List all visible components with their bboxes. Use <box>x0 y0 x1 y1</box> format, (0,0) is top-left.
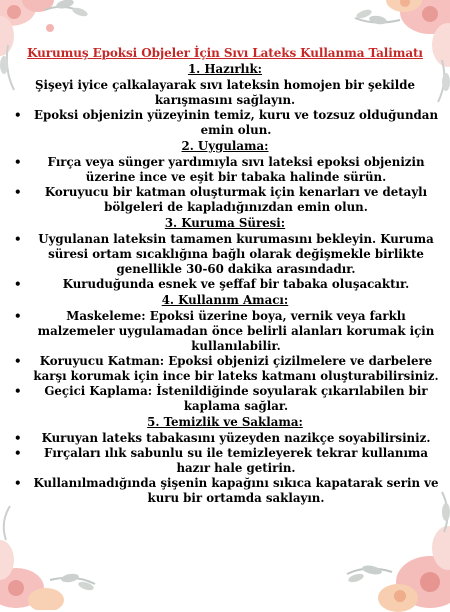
section-drying-time <box>8 216 442 292</box>
section-usage-purpose <box>8 293 442 414</box>
list-item-text: Geçici Kaplama: İstenildiğinde soyularak çıkarılabilen bir kaplama sağlar. <box>44 384 428 413</box>
floral-corner-icon <box>0 500 120 610</box>
list-item <box>8 354 442 384</box>
section-cleaning-storage <box>8 415 442 506</box>
document <box>8 46 442 506</box>
list-item-text: Epoksi objenizin yüzeyinin temiz, kuru ve tozsuz olduğundan emin olun. <box>33 108 439 137</box>
bullet-icon: • <box>14 384 22 398</box>
section-heading: 4. Kullanım Amacı: <box>161 293 289 307</box>
list-item <box>8 155 442 185</box>
section-application <box>8 139 442 215</box>
list-item <box>8 476 442 506</box>
bullet-icon: • <box>14 446 22 460</box>
document-title: Kurumuş Epoksi Objeler İçin Sıvı Lateks Kullanma Talimatı <box>27 46 423 60</box>
list-item-text: Uygulanan lateksin tamamen kurumasını bekleyin. Kuruma süresi ortam sıcaklığına bağlı olarak değişmekle birlikte genellikle 30-60 dakika arasındadır. <box>38 232 434 276</box>
list-item-text: Kullanılmadığında şişenin kapağını sıkıca kapatarak serin ve kuru bir ortamda saklayın. <box>33 476 439 505</box>
section-intro: Şişeyi iyice çalkalayarak sıvı lateksin homojen bir şekilde karışmasını sağlayın. <box>34 78 416 107</box>
list-item <box>8 309 442 354</box>
bullet-icon: • <box>14 431 22 445</box>
list-item-text: Kuruduğunda esnek ve şeffaf bir tabaka oluşacaktır. <box>62 277 410 291</box>
section-heading: 5. Temizlik ve Saklama: <box>147 415 303 429</box>
list-item-text: Fırça veya sünger yardımıyla sıvı lateksi epoksi objenizin üzerine ince ve eşit bir tabaka halinde sürün. <box>47 155 425 184</box>
list-item <box>8 185 442 215</box>
bullet-icon: • <box>14 155 22 169</box>
bullet-icon: • <box>14 185 22 199</box>
list-item <box>8 108 442 138</box>
bullet-icon: • <box>14 309 22 323</box>
list-item-text: Koruyucu bir katman oluşturmak için kenarları ve detaylı bölgeleri de kapladığınızdan emin olun. <box>44 185 428 214</box>
bullet-icon: • <box>14 277 22 291</box>
section-heading: 2. Uygulama: <box>181 139 269 153</box>
list-item-text: Koruyucu Katman: Epoksi objenizi çizilmelere ve darbelere karşı korumak için ince bir lateks katmanı oluşturabilirsiniz. <box>33 354 439 383</box>
list-item <box>8 446 442 476</box>
bullet-icon: • <box>14 476 22 490</box>
section-preparation <box>8 62 442 138</box>
list-item <box>8 232 442 277</box>
bullet-icon: • <box>14 232 22 246</box>
section-heading: 3. Kuruma Süresi: <box>164 216 286 230</box>
section-heading: 1. Hazırlık: <box>187 62 263 76</box>
list-item <box>8 277 442 292</box>
list-item-text: Fırçaları ılık sabunlu su ile temizleyerek tekrar kullanıma hazır hale getirin. <box>43 446 429 475</box>
list-item-text: Kuruyan lateks tabakasını yüzeyden nazikçe soyabilirsiniz. <box>41 431 431 445</box>
list-item <box>8 431 442 446</box>
bullet-icon: • <box>14 108 22 122</box>
bullet-icon: • <box>14 354 22 368</box>
list-item <box>8 384 442 414</box>
list-item-text: Maskeleme: Epoksi üzerine boya, vernik veya farklı malzemeler uygulamadan önce belirli alanları korumak için kullanılabilir. <box>37 309 435 353</box>
